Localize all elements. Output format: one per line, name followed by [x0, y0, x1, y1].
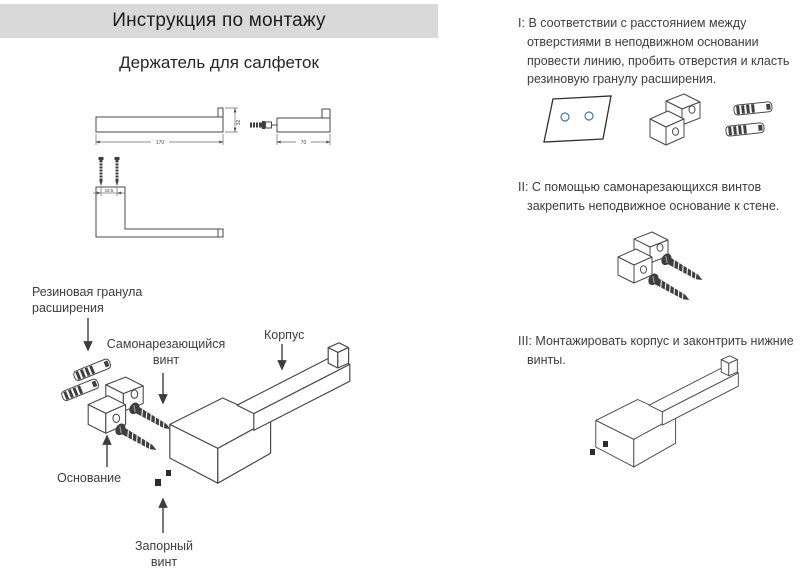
rubber-anchor-icon: [734, 101, 773, 115]
step-3-body: Монтажировать корпус и законтрить нижние винты.: [527, 334, 794, 367]
wall-plate-icon: [544, 96, 611, 142]
label-selftap-line2: винт: [152, 353, 180, 367]
step-1-number: I:: [518, 16, 525, 30]
rubber-anchor-icon: [61, 378, 100, 402]
step-2-text: [518, 178, 794, 216]
label-selftap-line1: Самонарезающийся: [106, 337, 226, 351]
locking-screw-icon: [155, 479, 161, 486]
dimension-lines: [93, 108, 330, 196]
screw-icon: [660, 252, 705, 285]
title-band: [0, 4, 438, 38]
dim-height: 32: [236, 119, 242, 126]
step-2: [518, 178, 794, 216]
page-title: Инструкция по монтажу: [112, 10, 326, 31]
dim-hole-spacing: 18.5: [104, 187, 114, 193]
step-2-number: II:: [518, 180, 529, 194]
step-2-illustration: [590, 225, 770, 330]
locking-screw-icon: [590, 449, 595, 455]
product-subtitle: Держатель для салфеток: [119, 53, 319, 72]
label-base: Основание: [57, 471, 122, 485]
label-rubber-line2: расширения: [32, 301, 104, 315]
locking-screw-icon: [603, 441, 608, 447]
step-1-illustration: [520, 85, 782, 177]
rubber-anchor-icon: [726, 122, 765, 136]
locking-screw-icon: [166, 470, 171, 476]
dim-depth: 70: [300, 139, 307, 146]
label-locking-line2: винт: [150, 555, 178, 569]
label-corpus: Корпус: [264, 328, 305, 342]
step-1: [518, 14, 794, 89]
front-screws-icon: [99, 157, 120, 186]
screw-side-icon: [250, 121, 277, 129]
screw-icon: [647, 272, 692, 305]
exploded-diagram: [20, 280, 400, 572]
screw-icon: [128, 401, 173, 434]
base-part: [650, 94, 700, 145]
corpus-part: [596, 356, 739, 467]
step-1-text: [518, 14, 794, 89]
label-rubber-granule: [32, 284, 142, 316]
base-part: [618, 232, 668, 283]
step-3-number: III:: [518, 334, 532, 348]
label-rubber-line1: Резиновая гранула: [32, 285, 143, 299]
label-selftapping-screw: [96, 336, 236, 368]
dim-length: 170: [155, 139, 165, 146]
technical-drawing: [60, 95, 360, 247]
label-locking-screw: [112, 538, 216, 570]
step-3-illustration: [568, 348, 790, 480]
screw-icon: [114, 422, 159, 455]
label-locking-line1: Запорный: [134, 539, 194, 553]
step-2-body: С помощью самонарезающихся винтов закрепить неподвижное основание к стене.: [527, 180, 780, 213]
step-1-body: В соответствии с расстоянием между отверстиями в неподвижном основании провести линию, пробить отверстия и класть резиновую гранулу расширения.: [527, 16, 790, 87]
